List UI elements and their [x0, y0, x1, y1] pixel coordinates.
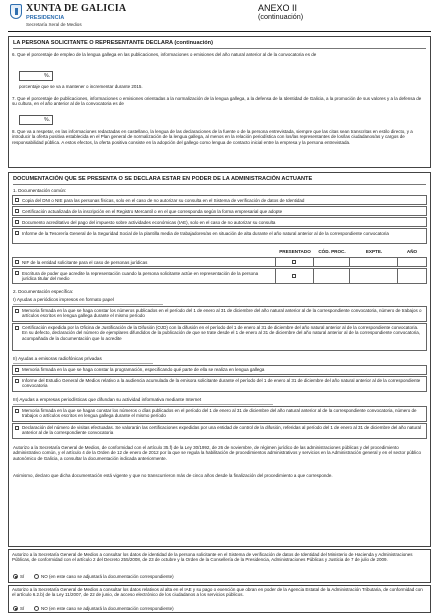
column-header-proc-code: CÓD. PROC. [318, 249, 346, 254]
declaration-item-6: 6. Que el porcentaje de empleo de la lengua gallega en las publicaciones, informaciones o emisiones del año natural anterior al de la convocatoria es de [12, 52, 317, 57]
group-i-title: I) Ayudas a periódicos impresos en formato papel [13, 297, 114, 302]
presented-checkbox[interactable] [292, 260, 296, 264]
cell-divider [397, 257, 398, 267]
cell-divider [275, 268, 276, 284]
percentage-field-7[interactable] [19, 115, 53, 125]
group-iii-item-label: Memoria firmada en la que se hagan constar los números o días publicados en el período del 1 de enero al 31 de diciembre del año natural anterior al de la correspondiente convocatoria, número de trabajos o artículos escritos en lengua gallega durante el mismo período [22, 408, 417, 419]
unit-name: Secretaría Xeral de Medios [26, 22, 82, 27]
group-i-item[interactable] [12, 323, 427, 351]
column-header-presented: PRESENTADO [279, 249, 311, 254]
tax-authorization-text: Autorizo a la Secretaría General de Medios a consultar los datos relativos al alta en el IAE y su pago o exención que obran en poder de la Agencia Estatal de la Administración Tributaria, de conformidad con el artículo 6.2.b) de la Ley 11/2007, de 22 de junio, de acceso electrónico de los ciudadanos a los servicios públicos. [12, 587, 423, 598]
cell-divider [397, 268, 398, 284]
group-iii-title: III) Ayudas a empresas periodísticas que difundan su actividad informativa mediante Internet [13, 397, 202, 402]
identity-authorization-text: Autorizo a la Secretaría General de Medios a consultar los datos de identidad de la persona solicitante en el Sistema de verificación de datos de Identidad del Ministerio de Hacienda y Administraciones Públicas, de conformidad con el artículo 2 del Decreto 255/2008, de 23 de octubre y la Orden de la Consellería de la Presidencia, Administraciones Públicas y Justicia de 7 de julio de 2009. [12, 552, 413, 563]
common-doc-row[interactable] [12, 195, 427, 205]
identity-authorization-yes-radio[interactable] [13, 574, 18, 579]
group-ii-item[interactable] [12, 365, 427, 375]
column-header-file: EXPTE. [365, 249, 383, 254]
common-doc-label: Informe de la Tesorería General de la Seguridad Social de la plantilla media de trabajadores/as en situación de alta durante el año natural anterior al de la correspondiente convocatoria [22, 231, 389, 236]
tax-authorization-yes-radio[interactable] [13, 606, 18, 611]
presented-checkbox[interactable] [292, 274, 296, 278]
group-iii-item[interactable] [12, 423, 427, 439]
checkbox[interactable] [15, 198, 19, 202]
common-docs-title: 1. Documentación común: [13, 188, 67, 193]
group-i-item-label: Certificación expedida por la Oficina de Justificación de la Difusión (OJD) con la difusión en el período del 1 de enero al 31 de diciembre del año natural anterior al de la correspondiente convocatoria. En su defecto, declaración del número de ejemplares difundidos de la publicación de que se trate desde el 1 de enero al 31 de diciembre del año natural anterior al de la correspondiente convocatoria, acompañada de la documentación que lo acredite [22, 325, 421, 341]
group-i-item[interactable] [12, 306, 427, 322]
table-row-label: Escritura de poder que acredite la representación cuando la persona solicitante actúe en representación de la persona jurídica titular del medio [22, 271, 259, 282]
group-ii-rule [13, 363, 153, 364]
checkbox[interactable] [15, 326, 19, 330]
checkbox[interactable] [15, 260, 19, 264]
group-ii-item-label: Memoria firmada en la que se haga constar la programación, especificando qué parte de ella se realiza en lengua gallega [22, 367, 265, 372]
tax-authorization-no-label: NO (en este caso se adjuntará la documentación correspondiente) [41, 606, 174, 611]
checkbox[interactable] [15, 409, 19, 413]
declaration-item-6-commitment: porcentaje que se va a mantener o incrementar durante 2015. [19, 84, 143, 89]
checkbox[interactable] [15, 309, 19, 313]
percent-symbol: %. [44, 73, 50, 79]
group-iii-rule [13, 404, 273, 405]
common-doc-row[interactable] [12, 217, 427, 227]
identity-authorization-no-radio[interactable] [34, 574, 39, 579]
group-iii-item-label: Declaración del número de visitas efectuadas. Se valorarán las certificaciones expedidas por una entidad de control de la difusión, referidas al período del 1 de enero al 31 de diciembre del año natural anterior al de la correspondiente convocatoria [22, 425, 421, 436]
validity-declaration: Asimismo, declaro que dicha documentación está vigente y que no transcurrieron más de cinco años desde la finalización del procedimiento a que corresponde. [13, 473, 333, 478]
table-row[interactable] [12, 268, 427, 284]
group-ii-item[interactable] [12, 376, 427, 392]
percent-symbol: %. [44, 117, 50, 123]
group-iii-item[interactable] [12, 406, 427, 422]
table-row[interactable] [12, 257, 427, 267]
checkbox[interactable] [15, 426, 19, 430]
checkbox[interactable] [15, 379, 19, 383]
checkbox[interactable] [15, 271, 19, 275]
column-header-year: AÑO [406, 249, 418, 254]
checkbox[interactable] [15, 368, 19, 372]
org-name: XUNTA DE GALICIA [26, 3, 127, 14]
tax-authorization-no-radio[interactable] [34, 606, 39, 611]
common-doc-label: Certificación actualizada de la inscripción en el Registro Mercantil o en el que corresponda según la forma empresarial que adopte [22, 209, 283, 214]
identity-authorization-yes-label: SÍ [20, 574, 25, 579]
checkbox[interactable] [15, 231, 19, 235]
annex-continuation: (continuación) [258, 12, 304, 21]
documentation-title-rule [13, 184, 426, 185]
cell-divider [313, 268, 314, 284]
specific-docs-title: 2. Documentación específica: [13, 289, 74, 294]
tax-authorization-yes-label: SÍ [20, 606, 25, 611]
department-name: PRESIDENCIA [26, 15, 65, 21]
common-doc-row[interactable] [12, 206, 427, 216]
group-i-rule [13, 304, 163, 305]
header-divider [8, 31, 431, 32]
checkbox[interactable] [15, 220, 19, 224]
table-row-label: NIF de la entidad solicitante para el caso de personas jurídicas [22, 260, 148, 265]
cell-divider [275, 257, 276, 267]
cell-divider [349, 257, 350, 267]
declaration-title: LA PERSONA SOLICITANTE O REPRESENTANTE DECLARA (continuación) [13, 40, 213, 46]
common-doc-label: Documento acreditativo del pago del impuesto sobre actividades económicas (IAE), solo en el caso de no autorizar su consulta [22, 220, 276, 225]
annex-title: ANEXO II [258, 3, 298, 13]
percentage-field-6[interactable] [19, 71, 53, 81]
group-i-item-label: Memoria firmada en la que se haga constar los números publicados en el período del 1 de enero al 31 de diciembre del año natural anterior al de la correspondiente convocatoria, número de trabajos o artículos escritos en lengua gallega durante el mismo período [22, 308, 422, 319]
cell-divider [349, 268, 350, 284]
common-doc-label: Copia del DNI o NIE para las personas físicas, solo en el caso de no autorizar su consulta en el Sistema de verificación de datos de Identidad [22, 198, 305, 203]
declaration-item-8: 8. Que va a respetar, en las informaciones redactadas en castellano, la lengua de las declaraciones de la fuente o de la persona entrevistada, siempre que las citas sean transcritas en estilo directo, y a introducir la oferta positiva establecida en el Plan general de normalización de la lengua gallega, al menos en la relación periodística con los/las representantes de los/las ciudadanos/as y cargos de responsabilidad pública. A estos efectos, la oferta positiva consiste en la adopción del gallego como lengua de contacto inicial entre la empresa y la persona entrevistada. [12, 129, 413, 145]
checkbox[interactable] [15, 209, 19, 213]
declaration-title-rule [13, 48, 426, 49]
identity-authorization-no-label: NO (en este caso se adjuntará la documentación correspondiente) [41, 574, 174, 579]
xunta-crest-icon [10, 4, 22, 19]
declaration-item-7: 7. Que el porcentaje de publicaciones, informaciones o emisiones orientadas a la normalización de la lengua gallega, a la defensa de la Identidad de Galicia, a la promoción de sus valores y a la defensa de su cultura, en el año anterior al de la convocatoria es de [12, 96, 422, 107]
cell-divider [313, 257, 314, 267]
documentation-title: DOCUMENTACIÓN QUE SE PRESENTA O SE DECLARA ESTAR EN PODER DE LA ADMINISTRACIÓN ACTUANTE [13, 176, 313, 182]
authorization-note: Autorizo a la Secretaría General de Medios, de conformidad con el artículo 35.f) de la Ley 30/1992, de 26 de noviembre, de régimen jurídico de las administraciones públicas y del procedimiento administrativo común, y el artículo 4 de la Orden de 12 de enero de 2012 por la que se regula la habilitación de procedimientos administrativos y servicios en la Administración general y en el sector público autonómico de Galicia, a consultar la documentación indicada anteriormente. [13, 445, 421, 461]
common-doc-row[interactable] [12, 228, 427, 244]
group-ii-title: II) Ayudas a emisoras radiofónicas privadas [13, 356, 102, 361]
group-ii-item-label: Informe del Estudio General de Medios relativo a la audiencia acumulada de la emisora solicitante durante el período del 1 de enero al 31 de diciembre del año natural anterior al de la correspondiente convocatoria [22, 378, 421, 389]
